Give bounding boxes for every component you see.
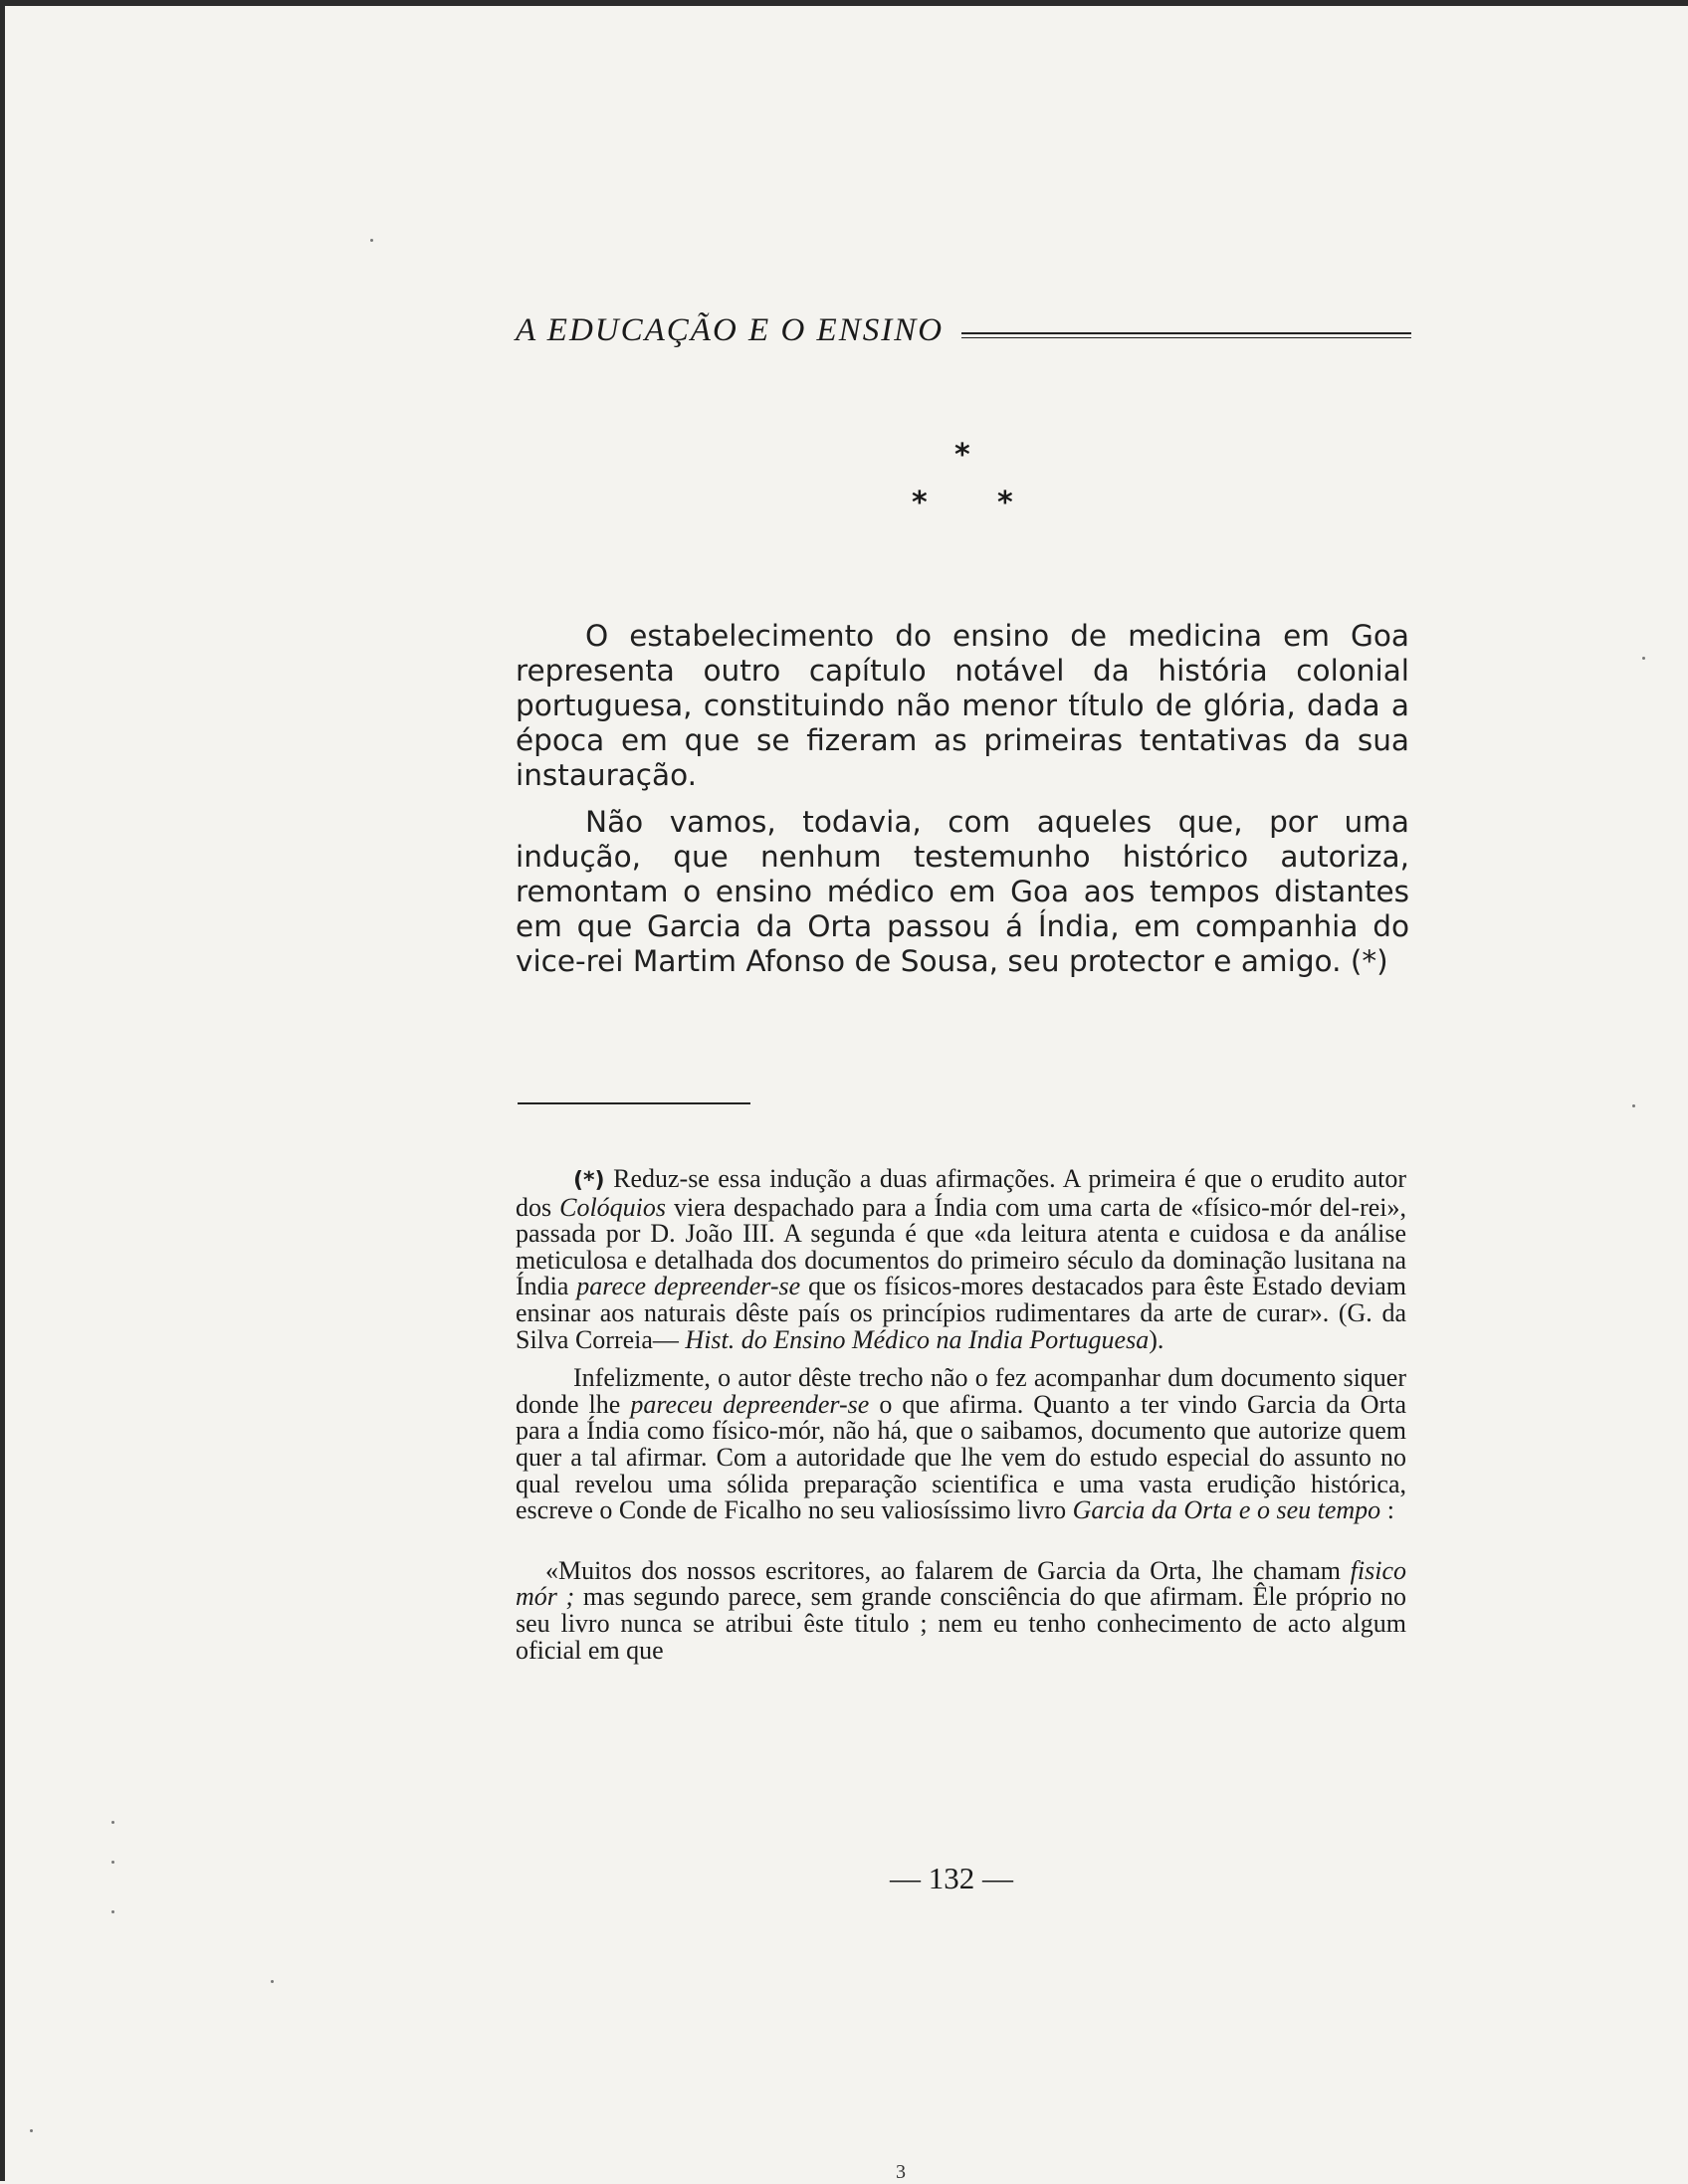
asterism-ornament xyxy=(876,438,1055,520)
scan-border-left xyxy=(0,0,5,2181)
scan-speck xyxy=(370,239,373,242)
footnote-text: : xyxy=(1380,1495,1394,1525)
scan-mark: 3 xyxy=(896,2161,906,2183)
footnote-text: «Muitos dos nossos escritores, ao falarem de Garcia da Orta, lhe chamam xyxy=(545,1555,1351,1585)
footnote-paragraph-2 xyxy=(516,1365,1406,1524)
footnote-text: viera despachado para a Índia com uma carta de «físico-mór del-rei», passada por D. João III. A segunda é que «da leitura atenta e cuidosa e da análise meticulosa e detalhada dos documentos do primeiro século da dominação lusitana na Índia xyxy=(516,1192,1406,1301)
body-paragraph-2: Não vamos, todavia, com aqueles que, por uma indução, que nenhum testemunho histórico autoriza, remontam o ensino médico em Goa aos tempos distantes em que Garcia da Orta passou á Índia, em companhia do vice-rei Martim Afonso de Sousa, seu protector e amigo. (*) xyxy=(516,805,1409,978)
footnote-paragraph-1 xyxy=(516,1166,1406,1353)
scan-speck xyxy=(111,1821,114,1824)
running-head-rule xyxy=(961,332,1411,338)
footnote-italic: parece depreender-se xyxy=(576,1272,801,1301)
footnote-italic-citation: Hist. do Ensino Médico na India Portuguesa xyxy=(685,1324,1150,1354)
asterisk-top: * xyxy=(954,438,970,473)
footnote-text: Infelizmente, o autor dêste trecho não o fez acompanhar dum documento siquer donde lhe xyxy=(516,1363,1406,1419)
running-head-title: A EDUCAÇÃO E O ENSINO xyxy=(516,311,945,348)
page-number: — 132 — xyxy=(890,1861,1013,1895)
footnote-block xyxy=(516,1166,1406,1676)
footnote-italic: fisico mór ; xyxy=(516,1555,1406,1612)
main-text xyxy=(516,619,1409,991)
scan-speck xyxy=(30,2129,33,2132)
footnote-text: o que afirma. Quanto a ter vindo Garcia da Orta para a Índia como físico-mór, não há, que o saibamos, documento que autorize quem quer a tal afirmar. Com a autoridade que lhe vem do estudo especial do assunto no qual revelou uma sólida preparação scientifica e uma vasta erudição histórica, escreve o Conde de Ficalho no seu valiosíssimo livro xyxy=(516,1389,1406,1525)
scan-speck xyxy=(111,1910,114,1913)
body-paragraph-1: O estabelecimento do ensino de medicina em Goa representa outro capítulo notável da história colonial portuguesa, constituindo não menor título de glória, dada a época em que se fizeram as primeiras tentativas da sua instauração. xyxy=(516,619,1409,792)
scan-border-top xyxy=(0,0,1688,6)
scan-speck xyxy=(1642,657,1645,660)
footnote-text: Reduz-se essa indução a duas afirmações. A primeira é que o erudito autor dos xyxy=(516,1164,1406,1222)
scan-speck xyxy=(1632,1104,1635,1107)
scan-speck xyxy=(111,1861,114,1864)
footnote-text: ). xyxy=(1149,1324,1164,1354)
footnote-italic-book-title: Garcia da Orta e o seu tempo xyxy=(1072,1495,1381,1525)
footnote-text: que os físicos-mores destacados para êste Estado deviam ensinar aos naturais dêste país os princípios rudimentares da arte de curar». (G. da Silva Correia— xyxy=(516,1272,1406,1354)
running-head xyxy=(516,310,1411,350)
asterisk-left: * xyxy=(912,486,928,520)
footnote-italic: Colóquios xyxy=(559,1192,667,1222)
scan-speck xyxy=(271,1980,274,1983)
asterisk-right: * xyxy=(997,486,1013,520)
footnote-marker: (*) xyxy=(573,1168,605,1193)
footnote-italic: pareceu depreender-se xyxy=(630,1389,870,1419)
footnote-quotation xyxy=(516,1555,1406,1665)
footnote-text: mas segundo parece, sem grande consciência do que afirmam. Êle próprio no seu livro nunca se atribui êste titulo ; nem eu tenho conhecimento de acto algum oficial em que xyxy=(516,1582,1406,1665)
footnote-separator xyxy=(518,1102,750,1104)
